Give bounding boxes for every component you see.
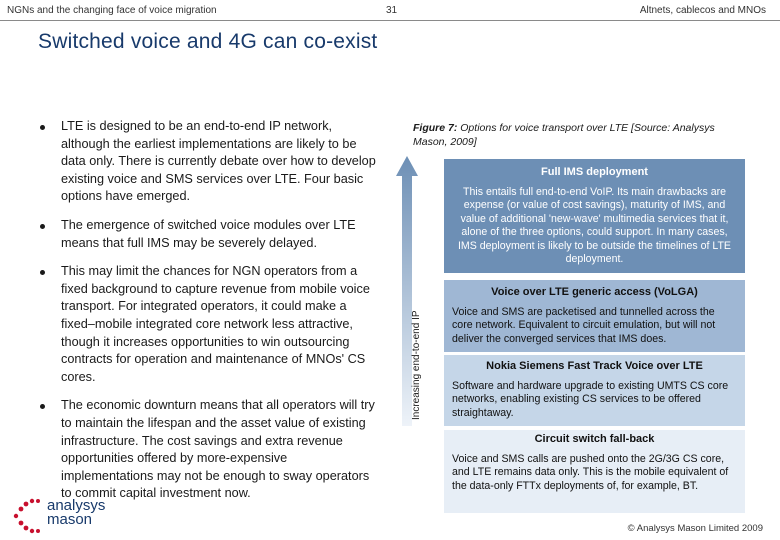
option-heading: Voice over LTE generic access (VoLGA) [491,286,698,298]
page-number: 31 [386,5,398,16]
bullet-item [34,263,380,386]
option-text: Voice and SMS calls are pushed onto the 2G/3G CS core, and LTE remains data only. This is the mobile equivalent of the data-only FTTx deployments of, for example, BT. [452,453,729,492]
bullet-text: This may limit the chances for NGN operators from a fixed background to capture revenue from mobile voice transport. For integrated operators, it could make a fixed–mobile integrated core network less attractive, though it increases opportunities to win outsourcing contracts for operation and maintenance of MNOs' CS cores. [61,264,370,384]
bullet-dot-icon [40,404,45,409]
logo-wordmark [47,499,105,527]
axis-label: Increasing end-to-end IP [411,310,422,420]
logo-line1: analysys [47,497,106,514]
bullet-text: The emergence of switched voice modules over LTE means that full IMS may be severely delayed. [61,217,356,250]
figure-caption-text: Options for voice transport over LTE [Source: Analysys Mason, 2009] [413,122,715,148]
header-right-text: Altnets, cablecos and MNOs [639,5,766,16]
option-heading: Circuit switch fall-back [534,433,655,445]
option-fast-track [444,355,745,426]
page-title: Switched voice and 4G can co-exist [38,30,378,53]
logo-mark-icon [14,499,40,533]
option-text: This entails full end-to-end VoIP. Its main drawbacks are expense (or value of cost savings), maturity of IMS, and value of additional 'new-wave' multimedia services that it, alone of the three options, could support. In many cases, IMS deployment is likely to be outside the timelines of LTE deployment. [457,186,732,266]
option-volga [444,280,745,352]
option-text: Software and hardware upgrade to existing UMTS CS core networks, enabling existing CS services to be offered straightaway. [452,380,729,419]
header-left-text: NGNs and the changing face of voice migration [7,5,217,16]
bullet-item [34,217,380,252]
bullet-text: The economic downturn means that all operators will try to maintain the lifespan and the asset value of existing infrastructure. The cost savings and extra revenue opportunities offered by more-expensive implementations may not be enough to sway operators to commit capital investment now. [61,398,375,501]
copyright: © Analysys Mason Limited 2009 [627,523,763,534]
bullet-dot-icon [40,270,45,275]
option-heading: Full IMS deployment [541,166,648,178]
bullet-list [34,118,380,514]
bullet-dot-icon [40,224,45,229]
option-text: Voice and SMS are packetised and tunnelled across the core network. Equivalent to circuit emulation, but will not deliver the converged services that IMS does. [452,306,716,345]
option-heading: Nokia Siemens Fast Track Voice over LTE [486,360,703,372]
option-cs-fallback [444,430,745,513]
bullet-item [34,397,380,503]
bullet-text: LTE is designed to be an end-to-end IP network, although the earliest implementations are likely to be data only. There is currently debate over how to develop existing voice and SMS services over LTE. Four basic options have emerged. [61,119,376,204]
bullet-item [34,118,380,206]
figure-label: Figure 7: [413,122,458,134]
figure-caption [413,121,743,149]
logo-line2: mason [47,511,93,528]
option-full-ims [444,159,745,273]
bullet-dot-icon [40,125,45,130]
header-divider [0,20,780,21]
